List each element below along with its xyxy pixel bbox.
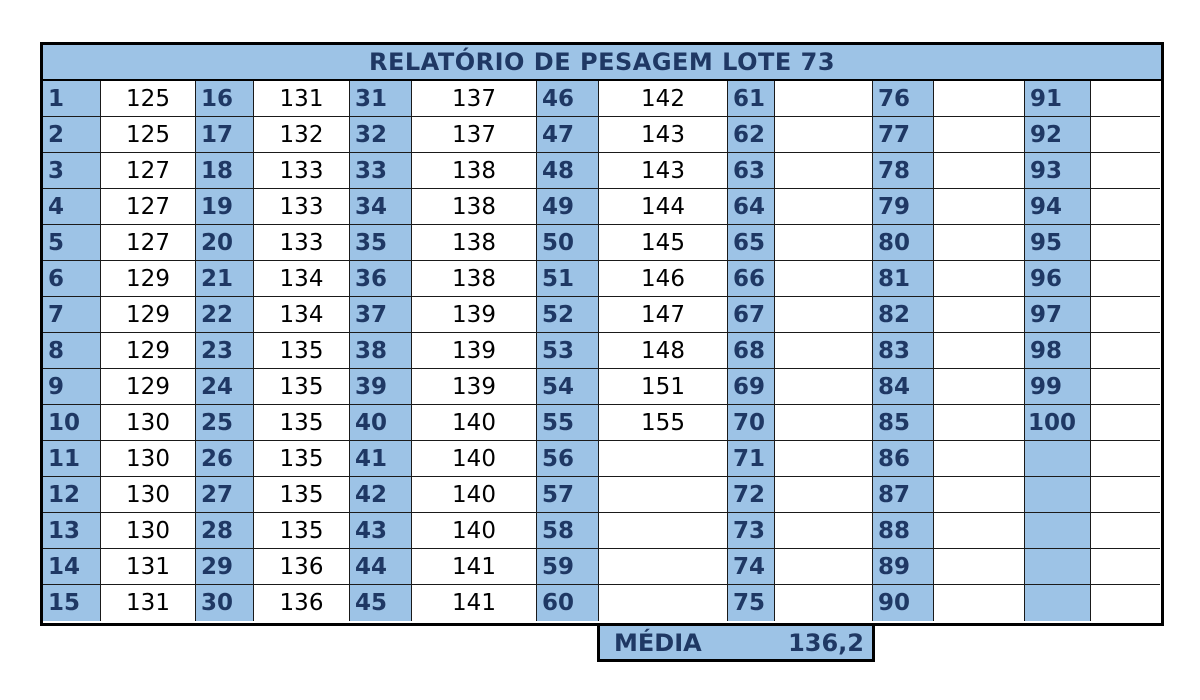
animal-number-cell: 93 xyxy=(1025,153,1091,189)
animal-number-cell: 14 xyxy=(43,549,101,585)
animal-number-cell: 68 xyxy=(728,333,775,369)
animal-number-cell: 51 xyxy=(537,261,599,297)
weight-cell xyxy=(775,261,873,297)
animal-number-cell: 74 xyxy=(728,549,775,585)
weight-cell: 127 xyxy=(101,153,196,189)
weight-cell xyxy=(775,297,873,333)
weight-cell: 148 xyxy=(599,333,728,369)
animal-number-cell: 41 xyxy=(350,441,412,477)
weight-cell: 132 xyxy=(254,117,350,153)
animal-number-cell: 72 xyxy=(728,477,775,513)
animal-number-cell: 67 xyxy=(728,297,775,333)
animal-number-cell: 26 xyxy=(196,441,254,477)
weight-cell: 141 xyxy=(412,585,537,621)
animal-number-cell: 87 xyxy=(873,477,934,513)
animal-number-cell: 44 xyxy=(350,549,412,585)
weight-cell: 141 xyxy=(412,549,537,585)
animal-number-cell: 48 xyxy=(537,153,599,189)
animal-number-cell: 92 xyxy=(1025,117,1091,153)
weight-cell xyxy=(775,405,873,441)
weight-cell: 140 xyxy=(412,441,537,477)
weight-cell: 130 xyxy=(101,513,196,549)
weight-cell xyxy=(1091,549,1160,585)
animal-number-cell: 17 xyxy=(196,117,254,153)
animal-number-cell: 10 xyxy=(43,405,101,441)
weight-cell: 136 xyxy=(254,549,350,585)
weight-cell xyxy=(775,333,873,369)
animal-number-cell: 82 xyxy=(873,297,934,333)
animal-number-cell: 50 xyxy=(537,225,599,261)
animal-number-cell: 42 xyxy=(350,477,412,513)
report-title: RELATÓRIO DE PESAGEM LOTE 73 xyxy=(43,45,1161,81)
animal-number-cell: 24 xyxy=(196,369,254,405)
weight-cell: 138 xyxy=(412,189,537,225)
weight-cell: 135 xyxy=(254,441,350,477)
average-value: 136,2 xyxy=(788,628,864,657)
animal-number-cell: 57 xyxy=(537,477,599,513)
weight-cell xyxy=(934,477,1025,513)
animal-number-cell: 37 xyxy=(350,297,412,333)
weight-cell: 147 xyxy=(599,297,728,333)
weight-cell xyxy=(934,189,1025,225)
animal-number-cell: 33 xyxy=(350,153,412,189)
animal-number-cell: 53 xyxy=(537,333,599,369)
weight-cell: 137 xyxy=(412,117,537,153)
weight-cell xyxy=(934,117,1025,153)
weight-cell xyxy=(1091,261,1160,297)
weight-cell: 131 xyxy=(101,549,196,585)
weight-cell xyxy=(934,333,1025,369)
weight-cell: 142 xyxy=(599,81,728,117)
weight-cell xyxy=(1091,405,1160,441)
animal-number-cell: 94 xyxy=(1025,189,1091,225)
weight-cell xyxy=(1091,477,1160,513)
weight-cell: 134 xyxy=(254,297,350,333)
weight-cell: 155 xyxy=(599,405,728,441)
animal-number-cell: 76 xyxy=(873,81,934,117)
weight-cell: 138 xyxy=(412,261,537,297)
animal-number-cell: 7 xyxy=(43,297,101,333)
animal-number-cell: 54 xyxy=(537,369,599,405)
animal-number-cell: 21 xyxy=(196,261,254,297)
weight-cell xyxy=(934,225,1025,261)
weight-cell xyxy=(1091,585,1160,621)
weight-cell xyxy=(1091,513,1160,549)
animal-number-cell: 20 xyxy=(196,225,254,261)
animal-number-cell xyxy=(1025,477,1091,513)
weight-cell xyxy=(599,585,728,621)
weight-cell xyxy=(934,549,1025,585)
animal-number-cell: 90 xyxy=(873,585,934,621)
animal-number-cell: 45 xyxy=(350,585,412,621)
weight-cell xyxy=(934,261,1025,297)
weight-cell xyxy=(1091,297,1160,333)
weight-cell: 133 xyxy=(254,225,350,261)
weight-cell: 136 xyxy=(254,585,350,621)
animal-number-cell: 80 xyxy=(873,225,934,261)
weight-cell: 139 xyxy=(412,297,537,333)
weight-cell xyxy=(934,405,1025,441)
animal-number-cell: 100 xyxy=(1025,405,1091,441)
weight-cell xyxy=(775,369,873,405)
animal-number-cell: 22 xyxy=(196,297,254,333)
animal-number-cell: 9 xyxy=(43,369,101,405)
animal-number-cell: 84 xyxy=(873,369,934,405)
weight-cell: 135 xyxy=(254,369,350,405)
animal-number-cell: 30 xyxy=(196,585,254,621)
animal-number-cell: 4 xyxy=(43,189,101,225)
weight-cell xyxy=(599,549,728,585)
weight-cell: 133 xyxy=(254,153,350,189)
animal-number-cell: 5 xyxy=(43,225,101,261)
animal-number-cell xyxy=(1025,513,1091,549)
animal-number-cell: 88 xyxy=(873,513,934,549)
animal-number-cell: 81 xyxy=(873,261,934,297)
animal-number-cell: 35 xyxy=(350,225,412,261)
animal-number-cell: 69 xyxy=(728,369,775,405)
weight-cell: 125 xyxy=(101,117,196,153)
weight-cell: 138 xyxy=(412,225,537,261)
weight-cell xyxy=(1091,441,1160,477)
average-summary xyxy=(597,624,875,662)
weight-cell xyxy=(934,81,1025,117)
animal-number-cell: 71 xyxy=(728,441,775,477)
animal-number-cell: 98 xyxy=(1025,333,1091,369)
animal-number-cell: 86 xyxy=(873,441,934,477)
animal-number-cell: 99 xyxy=(1025,369,1091,405)
animal-number-cell: 15 xyxy=(43,585,101,621)
weight-cell: 129 xyxy=(101,333,196,369)
animal-number-cell: 73 xyxy=(728,513,775,549)
animal-number-cell xyxy=(1025,549,1091,585)
animal-number-cell: 46 xyxy=(537,81,599,117)
weight-cell xyxy=(1091,225,1160,261)
weight-cell: 151 xyxy=(599,369,728,405)
weight-cell xyxy=(1091,189,1160,225)
animal-number-cell: 28 xyxy=(196,513,254,549)
weight-cell xyxy=(775,189,873,225)
weight-cell xyxy=(599,513,728,549)
animal-number-cell: 52 xyxy=(537,297,599,333)
weight-cell xyxy=(1091,117,1160,153)
weight-cell xyxy=(775,585,873,621)
weight-cell: 133 xyxy=(254,189,350,225)
animal-number-cell: 16 xyxy=(196,81,254,117)
weight-cell xyxy=(775,441,873,477)
average-label: MÉDIA xyxy=(614,628,702,657)
animal-number-cell: 66 xyxy=(728,261,775,297)
weight-cell: 140 xyxy=(412,477,537,513)
weight-cell: 130 xyxy=(101,477,196,513)
animal-number-cell: 40 xyxy=(350,405,412,441)
weight-cell: 137 xyxy=(412,81,537,117)
animal-number-cell: 13 xyxy=(43,513,101,549)
weight-cell xyxy=(775,153,873,189)
weight-cell xyxy=(775,117,873,153)
weight-cell: 138 xyxy=(412,153,537,189)
animal-number-cell: 79 xyxy=(873,189,934,225)
animal-number-cell: 29 xyxy=(196,549,254,585)
weight-cell xyxy=(775,549,873,585)
animal-number-cell: 38 xyxy=(350,333,412,369)
weight-cell: 139 xyxy=(412,369,537,405)
weight-cell: 140 xyxy=(412,513,537,549)
weights-table xyxy=(43,81,1161,621)
weight-cell: 129 xyxy=(101,261,196,297)
weight-cell xyxy=(934,369,1025,405)
weight-cell xyxy=(599,477,728,513)
animal-number-cell: 85 xyxy=(873,405,934,441)
weight-cell: 139 xyxy=(412,333,537,369)
animal-number-cell: 75 xyxy=(728,585,775,621)
animal-number-cell: 65 xyxy=(728,225,775,261)
animal-number-cell: 19 xyxy=(196,189,254,225)
weight-cell xyxy=(1091,333,1160,369)
weight-cell xyxy=(775,477,873,513)
animal-number-cell: 77 xyxy=(873,117,934,153)
weight-cell xyxy=(775,513,873,549)
animal-number-cell: 47 xyxy=(537,117,599,153)
weight-cell xyxy=(1091,153,1160,189)
animal-number-cell: 95 xyxy=(1025,225,1091,261)
weight-cell xyxy=(1091,369,1160,405)
animal-number-cell xyxy=(1025,585,1091,621)
weight-cell: 125 xyxy=(101,81,196,117)
weight-cell: 127 xyxy=(101,225,196,261)
animal-number-cell: 89 xyxy=(873,549,934,585)
animal-number-cell: 78 xyxy=(873,153,934,189)
weight-cell: 131 xyxy=(254,81,350,117)
animal-number-cell: 8 xyxy=(43,333,101,369)
animal-number-cell: 61 xyxy=(728,81,775,117)
animal-number-cell: 55 xyxy=(537,405,599,441)
animal-number-cell: 96 xyxy=(1025,261,1091,297)
weight-cell xyxy=(775,225,873,261)
weight-cell: 144 xyxy=(599,189,728,225)
weight-cell: 130 xyxy=(101,441,196,477)
animal-number-cell: 91 xyxy=(1025,81,1091,117)
animal-number-cell: 62 xyxy=(728,117,775,153)
weight-cell: 129 xyxy=(101,369,196,405)
animal-number-cell: 58 xyxy=(537,513,599,549)
animal-number-cell: 64 xyxy=(728,189,775,225)
animal-number-cell: 6 xyxy=(43,261,101,297)
weight-cell: 130 xyxy=(101,405,196,441)
animal-number-cell: 1 xyxy=(43,81,101,117)
weight-cell: 143 xyxy=(599,153,728,189)
weight-cell xyxy=(934,297,1025,333)
animal-number-cell: 49 xyxy=(537,189,599,225)
weight-cell: 135 xyxy=(254,513,350,549)
weight-cell xyxy=(934,153,1025,189)
weight-cell: 146 xyxy=(599,261,728,297)
weight-cell: 129 xyxy=(101,297,196,333)
animal-number-cell: 18 xyxy=(196,153,254,189)
animal-number-cell: 36 xyxy=(350,261,412,297)
weight-cell xyxy=(934,513,1025,549)
animal-number-cell: 97 xyxy=(1025,297,1091,333)
animal-number-cell: 12 xyxy=(43,477,101,513)
animal-number-cell: 11 xyxy=(43,441,101,477)
weight-cell xyxy=(934,585,1025,621)
animal-number-cell: 60 xyxy=(537,585,599,621)
weight-cell xyxy=(934,441,1025,477)
animal-number-cell: 63 xyxy=(728,153,775,189)
animal-number-cell: 32 xyxy=(350,117,412,153)
animal-number-cell: 59 xyxy=(537,549,599,585)
weight-cell xyxy=(599,441,728,477)
weight-cell: 135 xyxy=(254,477,350,513)
weight-cell: 140 xyxy=(412,405,537,441)
animal-number-cell: 70 xyxy=(728,405,775,441)
animal-number-cell: 25 xyxy=(196,405,254,441)
weight-cell: 134 xyxy=(254,261,350,297)
animal-number-cell: 27 xyxy=(196,477,254,513)
animal-number-cell: 43 xyxy=(350,513,412,549)
animal-number-cell: 34 xyxy=(350,189,412,225)
weight-cell xyxy=(775,81,873,117)
weight-cell xyxy=(1091,81,1160,117)
animal-number-cell: 2 xyxy=(43,117,101,153)
animal-number-cell: 31 xyxy=(350,81,412,117)
animal-number-cell: 83 xyxy=(873,333,934,369)
weighing-report-sheet xyxy=(40,42,1164,626)
animal-number-cell: 3 xyxy=(43,153,101,189)
weight-cell: 135 xyxy=(254,405,350,441)
weight-cell: 145 xyxy=(599,225,728,261)
weight-cell: 131 xyxy=(101,585,196,621)
weight-cell: 135 xyxy=(254,333,350,369)
weight-cell: 143 xyxy=(599,117,728,153)
animal-number-cell xyxy=(1025,441,1091,477)
animal-number-cell: 23 xyxy=(196,333,254,369)
animal-number-cell: 56 xyxy=(537,441,599,477)
animal-number-cell: 39 xyxy=(350,369,412,405)
weight-cell: 127 xyxy=(101,189,196,225)
